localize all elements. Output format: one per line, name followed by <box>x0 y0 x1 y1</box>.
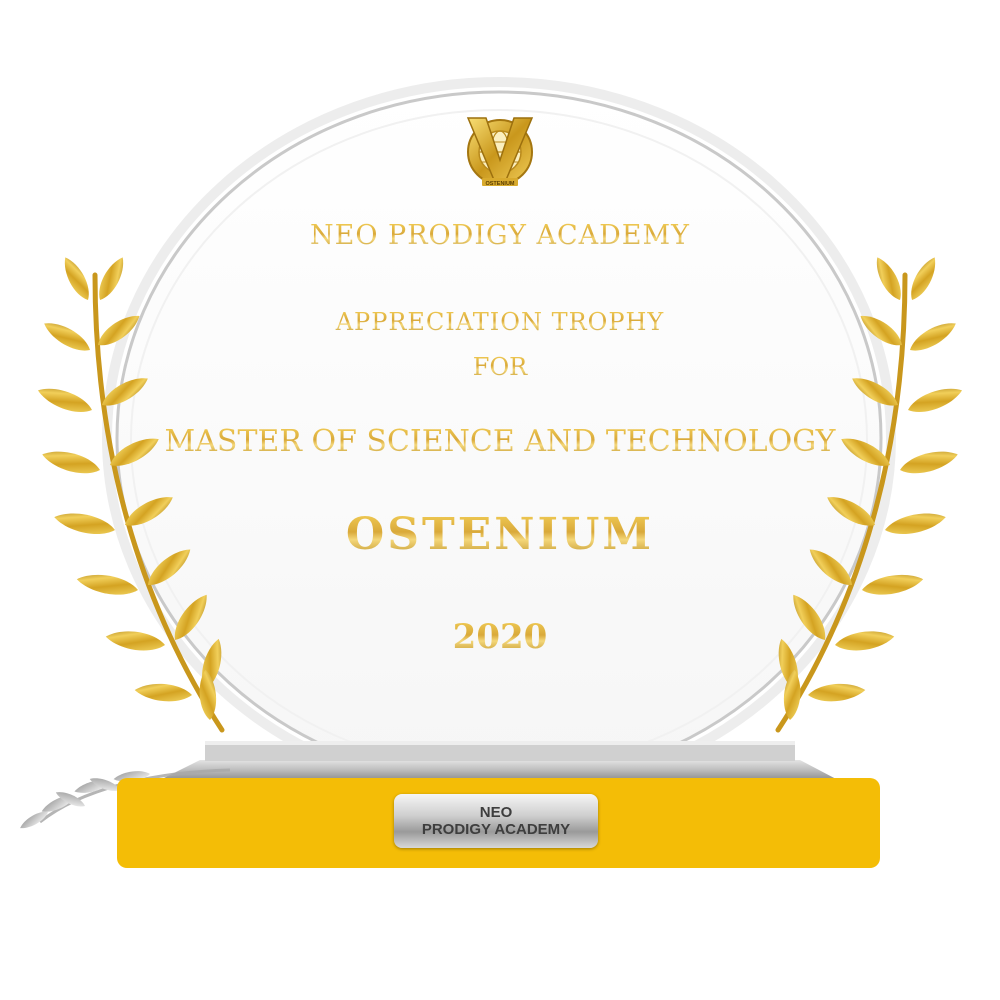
emblem-inscription: OSTENIUM <box>485 181 515 187</box>
academy-name: NEO PRODIGY ACADEMY <box>0 220 1000 251</box>
trophy-base-top <box>160 741 838 780</box>
award-category: MASTER OF SCIENCE AND TECHNOLOGY <box>0 424 1000 459</box>
nameplate-line-2: PRODIGY ACADEMY <box>421 821 571 838</box>
base-nameplate <box>394 794 598 848</box>
nameplate-line-1: NEO <box>479 804 513 821</box>
award-title: APPRECIATION TROPHY <box>0 308 1000 336</box>
award-year: 2020 <box>0 617 1000 657</box>
recipient-name: OSTENIUM <box>0 509 1000 560</box>
award-for: FOR <box>0 353 1000 381</box>
